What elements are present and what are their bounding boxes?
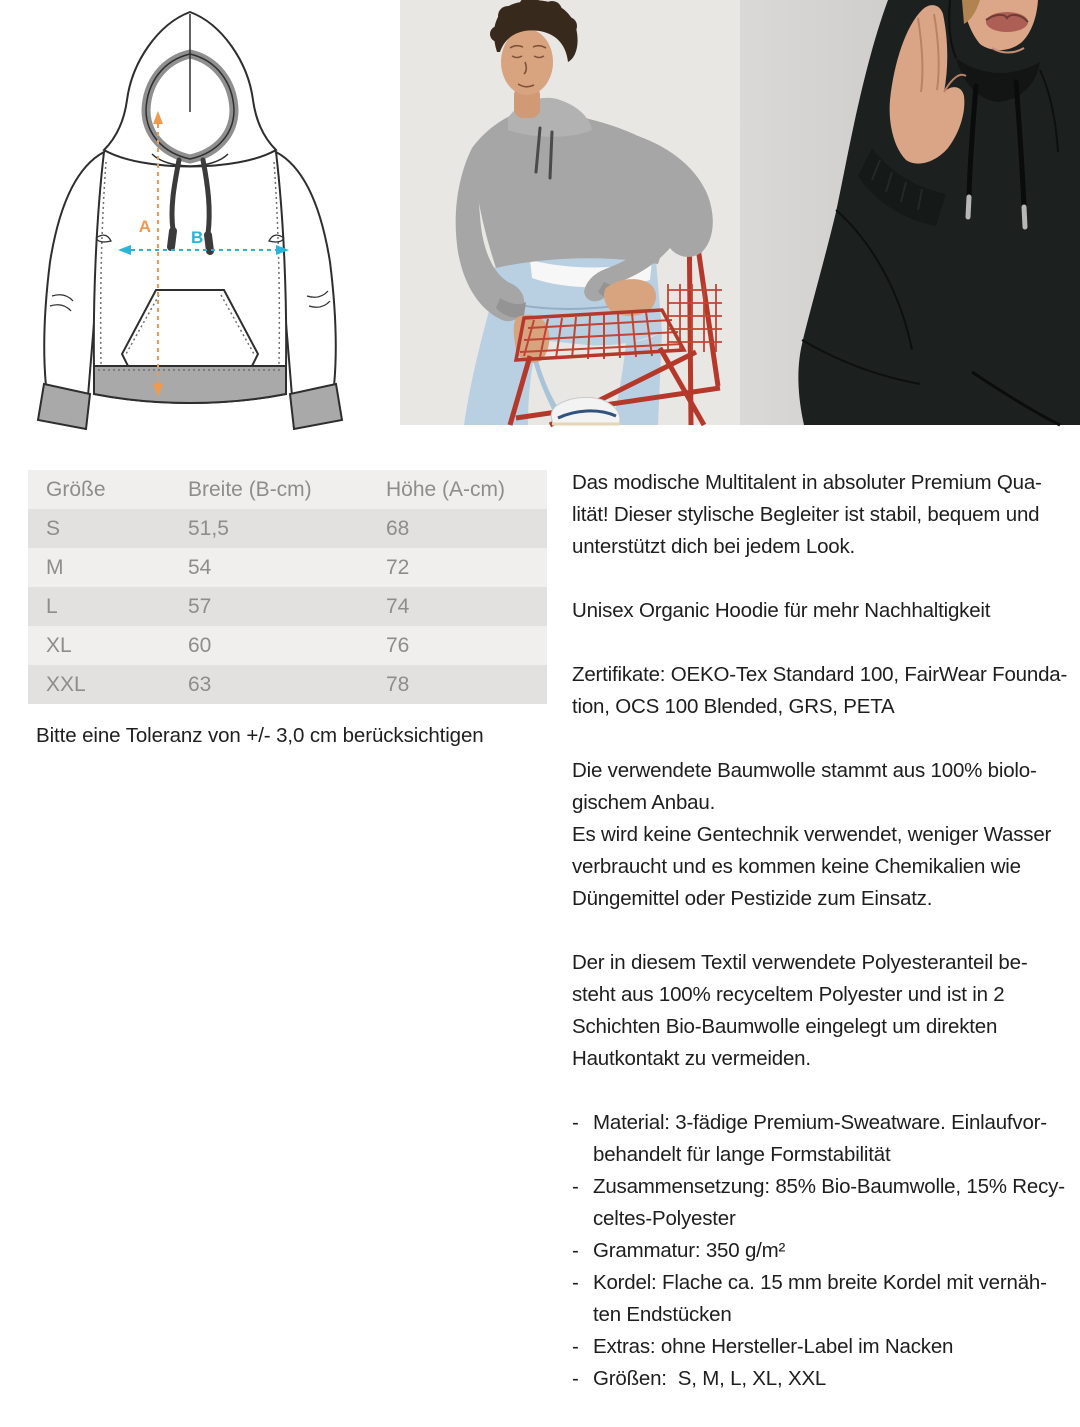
photo-male-model	[400, 0, 740, 430]
text-line: Größen: S, M, L, XL, XXL	[593, 1367, 827, 1390]
bullet-dash: -	[572, 1367, 579, 1390]
spec-bullet-material	[572, 1107, 1077, 1171]
text-line: Die verwendete Baumwolle stammt aus 100% biolo-	[572, 759, 1037, 782]
text-line: gischem Anbau.	[572, 791, 716, 814]
face	[501, 29, 553, 95]
hoodie-measurement-diagram	[0, 0, 400, 430]
cell-breite: 60	[170, 626, 368, 665]
header-hoehe: Höhe (A-cm)	[368, 470, 547, 509]
text-line: Grammatur: 350 g/m²	[593, 1239, 786, 1262]
text-line: Zusammensetzung: 85% Bio-Baumwolle, 15% Recy-	[593, 1175, 1065, 1198]
cell-size: L	[28, 587, 170, 626]
cell-hoehe: 78	[368, 665, 547, 704]
text-line: steht aus 100% recyceltem Polyester und ist in 2	[572, 983, 1005, 1006]
text-line: Material: 3-fädige Premium-Sweatware. Einlaufvor-	[593, 1111, 1047, 1134]
table-row	[28, 587, 547, 626]
text-line: ten Endstücken	[593, 1303, 732, 1326]
spec-bullet-zusammensetzung	[572, 1171, 1077, 1235]
cell-breite: 54	[170, 548, 368, 587]
header-groesse: Größe	[28, 470, 170, 509]
spec-bullet-kordel	[572, 1267, 1077, 1331]
male-model-grey-hoodie-illustration	[400, 0, 740, 430]
text-line: Kordel: Flache ca. 15 mm breite Kordel mit vernäh-	[593, 1271, 1047, 1294]
text-line: Das modische Multitalent in absoluter Premium Qua-	[572, 471, 1042, 494]
spec-bullet-extras	[572, 1331, 1077, 1363]
bullet-dash: -	[572, 1271, 579, 1294]
text-line: verbraucht und es kommen keine Chemikalien wie	[572, 855, 1021, 878]
description-paragraph	[572, 659, 1077, 723]
spec-bullet-list	[572, 1107, 1077, 1395]
text-line: Schichten Bio-Baumwolle eingelegt um direkten	[572, 1015, 998, 1038]
text-line: unterstützt dich bei jedem Look.	[572, 535, 856, 558]
cell-hoehe: 68	[368, 509, 547, 548]
cell-breite: 63	[170, 665, 368, 704]
cell-breite: 51,5	[170, 509, 368, 548]
bullet-dash: -	[572, 1175, 579, 1198]
text-line: tion, OCS 100 Blended, GRS, PETA	[572, 695, 895, 718]
tolerance-note: Bitte eine Toleranz von +/- 3,0 cm berücksichtigen	[36, 724, 484, 747]
size-table	[28, 470, 547, 704]
header-breite: Breite (B-cm)	[170, 470, 368, 509]
text-line: Düngemittel oder Pestizide zum Einsatz.	[572, 887, 933, 910]
text-line: behandelt für lange Formstabilität	[593, 1143, 891, 1166]
cell-hoehe: 72	[368, 548, 547, 587]
spec-bullet-grammatur	[572, 1235, 1077, 1267]
text-line: Der in diesem Textil verwendete Polyesteranteil be-	[572, 951, 1028, 974]
cell-size: XXL	[28, 665, 170, 704]
size-table-header	[28, 470, 547, 509]
photo-female-model	[740, 0, 1080, 430]
text-line: Es wird keine Gentechnik verwendet, weniger Wasser	[572, 823, 1052, 846]
cell-hoehe: 74	[368, 587, 547, 626]
cell-breite: 57	[170, 587, 368, 626]
size-diagram-panel	[0, 0, 400, 430]
cell-hoehe: 76	[368, 626, 547, 665]
text-line: Zertifikate: OEKO-Tex Standard 100, FairWear Founda-	[572, 663, 1068, 686]
bullet-dash: -	[572, 1239, 579, 1262]
table-row	[28, 626, 547, 665]
bullet-dash: -	[572, 1111, 579, 1134]
description-paragraph	[572, 595, 1077, 627]
female-model-black-hoodie-illustration	[740, 0, 1080, 430]
cell-size: XL	[28, 626, 170, 665]
text-line: celtes-Polyester	[593, 1207, 736, 1230]
text-line: Extras: ohne Hersteller-Label im Nacken	[593, 1335, 954, 1358]
description-paragraph	[572, 467, 1077, 563]
table-row	[28, 509, 547, 548]
product-description	[572, 467, 1077, 1395]
table-row	[28, 548, 547, 587]
text-line: Unisex Organic Hoodie für mehr Nachhaltigkeit	[572, 599, 991, 622]
hem-band	[94, 366, 286, 403]
spec-bullet-groessen	[572, 1363, 1077, 1395]
description-paragraph	[572, 755, 1077, 915]
text-line: lität! Dieser stylische Begleiter ist stabil, bequem und	[572, 503, 1040, 526]
measure-a-label: A	[138, 217, 151, 236]
lips	[986, 12, 1028, 32]
description-paragraph	[572, 947, 1077, 1075]
measure-b-label: B	[191, 228, 204, 247]
cell-size: S	[28, 509, 170, 548]
cell-size: M	[28, 548, 170, 587]
bullet-dash: -	[572, 1335, 579, 1358]
text-line: Hautkontakt zu vermeiden.	[572, 1047, 811, 1070]
table-row	[28, 665, 547, 704]
